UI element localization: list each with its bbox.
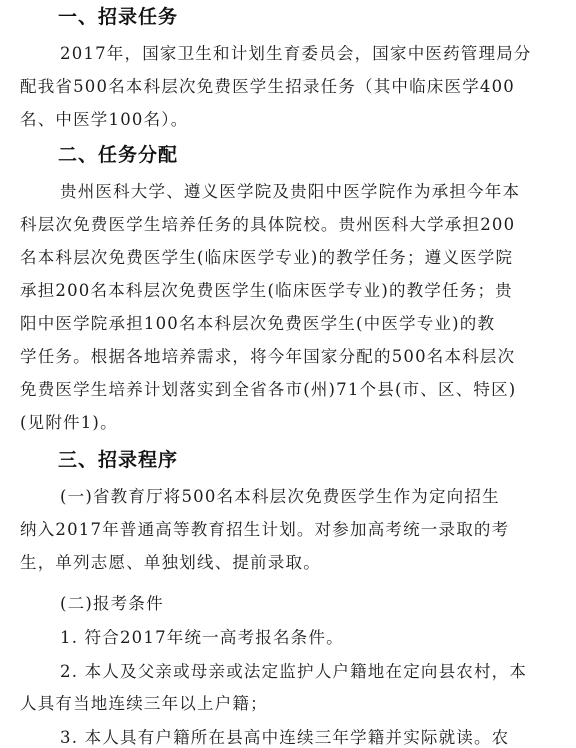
section-1-line-3: 名、中医学100名）。 bbox=[20, 110, 189, 129]
section-2-line-4: 承担200名本科层次免费医学生(临床医学专业)的教学任务；贵 bbox=[20, 281, 513, 300]
section-heading-1: 一、招录任务 bbox=[58, 6, 179, 28]
section-3-line-2: 纳入2017年普通高等教育招生计划。对参加高考统一录取的考 bbox=[20, 520, 510, 539]
section-3-line-1: (一)省教育厅将500名本科层次免费医学生作为定向招生 bbox=[60, 487, 500, 506]
section-1-line-2: 配我省500名本科层次免费医学生招录任务（其中临床医学400 bbox=[20, 77, 515, 96]
section-3-line-8: 3. 本人具有户籍所在县高中连续三年学籍并实际就读。农 bbox=[60, 728, 510, 747]
section-2-line-7: 免费医学生培养计划落实到全省各市(州)71个县(市、区、特区) bbox=[20, 380, 517, 399]
section-3-line-7: 人具有当地连续三年以上户籍； bbox=[20, 694, 268, 713]
section-3-line-3: 生，单列志愿、单独划线、提前录取。 bbox=[20, 553, 321, 572]
section-3-line-5: 1. 符合2017年统一高考报名条件。 bbox=[60, 628, 344, 647]
section-2-line-1: 贵州医科大学、遵义医学院及贵阳中医学院作为承担今年本 bbox=[60, 182, 521, 201]
section-2-line-6: 学任务。根据各地培养需求，将今年国家分配的500名本科层次 bbox=[20, 347, 516, 366]
section-2-line-5: 阳中医学院承担100名本科层次免费医学生(中医学专业)的教 bbox=[20, 314, 496, 333]
section-2-line-8: (见附件1)。 bbox=[20, 413, 118, 432]
section-heading-3: 三、招录程序 bbox=[58, 449, 179, 471]
section-3-line-6: 2. 本人及父亲或母亲或法定监护人户籍地在定向县农村，本 bbox=[60, 662, 528, 681]
section-2-line-2: 科层次免费医学生培养任务的具体院校。贵州医科大学承担200 bbox=[20, 215, 516, 234]
section-2-line-3: 名本科层次免费医学生(临床医学专业)的教学任务；遵义医学院 bbox=[20, 248, 514, 267]
section-1-line-1: 2017年，国家卫生和计划生育委员会，国家中医药管理局分 bbox=[60, 44, 532, 63]
section-3-line-4: (二)报考条件 bbox=[60, 594, 164, 613]
section-heading-2: 二、任务分配 bbox=[58, 144, 179, 166]
